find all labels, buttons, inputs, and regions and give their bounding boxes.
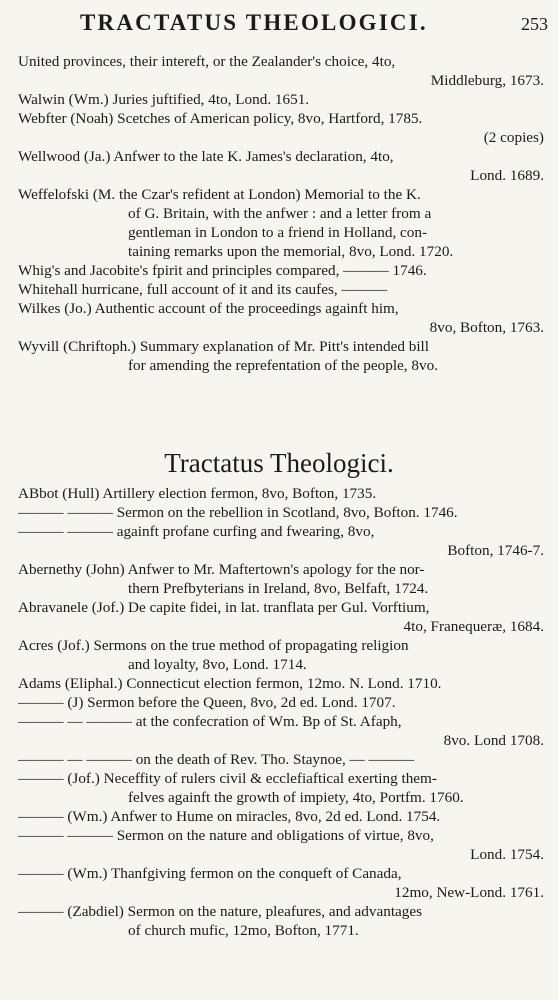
entry-list-tractatus-theologici [0,484,558,940]
entry-list-previous-section [0,52,558,375]
catalog-entry [18,503,552,522]
catalog-entry [18,636,552,674]
catalog-entry-line: (2 copies) [483,129,544,146]
catalog-entry-line: 8vo, Bofton, 1763. [429,319,544,336]
catalog-entry-line: Weffelofski (M. the Czar's refident at London) Memorial to the K. [18,186,421,203]
catalog-entry-line: and loyalty, 8vo, Lond. 1714. [128,656,307,673]
catalog-entry [18,826,552,864]
catalog-entry-line: Bofton, 1746-7. [447,542,544,559]
catalog-entry [18,902,552,940]
catalog-entry [18,560,552,598]
catalog-entry-line: of G. Britain, with the anfwer : and a letter from a [128,205,432,222]
catalog-entry-line: 12mo, New-Lond. 1761. [394,884,544,901]
catalog-entry-line: Lond. 1689. [470,167,544,184]
catalog-entry-line: for amending the reprefentation of the people, 8vo. [128,357,438,374]
catalog-entry [18,807,552,826]
catalog-entry [18,299,552,337]
catalog-entry-line: Acres (Jof.) Sermons on the true method of propagating religion [18,637,409,654]
catalog-entry-line: ——— (J) Sermon before the Queen, 8vo, 2d ed. Lond. 1707. [18,694,396,711]
catalog-entry-line: 4to, Franequeræ, 1684. [403,618,544,635]
running-head [0,8,558,38]
catalog-entry-line: ——— ——— Sermon on the nature and obligations of virtue, 8vo, [18,827,434,844]
running-title: TRACTATUS THEOLOGICI. [80,10,428,35]
catalog-entry-line: Middleburg, 1673. [430,72,544,89]
catalog-entry-line: United provinces, their intereft, or the Zealander's choice, 4to, [18,53,396,70]
catalog-entry-line: felves againft the growth of impiety, 4to, Portfm. 1760. [128,789,464,806]
catalog-entry [18,280,552,299]
catalog-entry-line: ——— — ——— on the death of Rev. Tho. Staynoe, — ——— [18,751,415,768]
page-number: 253 [521,14,548,34]
catalog-entry-line: ——— (Wm.) Anfwer to Hume on miracles, 8vo, 2d ed. Lond. 1754. [18,808,441,825]
catalog-entry-line: Adams (Eliphal.) Connecticut election fermon, 12mo. N. Lond. 1710. [18,675,442,692]
catalog-entry [18,185,552,261]
section-heading: Tractatus Theologici. [164,448,394,478]
catalog-entry [18,522,552,560]
catalog-entry-line: ABbot (Hull) Artillery election fermon, 8vo, Bofton, 1735. [18,485,377,502]
catalog-entry-line: ——— (Zabdiel) Sermon on the nature, pleafures, and advantages [18,903,423,920]
catalog-entry [18,674,552,693]
catalog-entry-line: Wilkes (Jo.) Authentic account of the proceedings againft him, [18,300,399,317]
catalog-entry [18,90,552,109]
catalog-entry [18,147,552,185]
catalog-entry-line: Wyvill (Chriftoph.) Summary explanation of Mr. Pitt's intended bill [18,338,429,355]
catalog-entry [18,484,552,503]
catalog-entry [18,769,552,807]
catalog-entry-line: ——— ——— Sermon on the rebellion in Scotland, 8vo, Bofton. 1746. [18,504,458,521]
catalog-entry [18,598,552,636]
catalog-entry-line: Abernethy (John) Anfwer to Mr. Maftertown's apology for the nor- [18,561,425,578]
catalog-entry-line: Whitehall hurricane, full account of it and its caufes, ——— [18,281,388,298]
catalog-entry-line: Lond. 1754. [470,846,544,863]
catalog-entry [18,712,552,750]
catalog-entry [18,693,552,712]
catalog-entry-line: ——— — ——— at the confecration of Wm. Bp of St. Afaph, [18,713,402,730]
catalog-entry [18,261,552,280]
catalog-entry-line: 8vo. Lond 1708. [443,732,544,749]
catalog-entry-line: ——— (Jof.) Neceffity of rulers civil & ecclefiaftical exerting them- [18,770,437,787]
catalog-entry-line: gentleman in London to a friend in Holland, con- [128,224,428,241]
catalog-entry [18,52,552,90]
catalog-entry [18,337,552,375]
catalog-entry-line: Abravanele (Jof.) De capite fidei, in lat. tranflata per Gul. Vorftium, [18,599,430,616]
catalog-entry-line: Webfter (Noah) Scetches of American policy, 8vo, Hartford, 1785. [18,110,423,127]
catalog-entry-line: Whig's and Jacobite's fpirit and principles compared, ——— 1746. [18,262,427,279]
catalog-entry-line: Walwin (Wm.) Juries juftified, 4to, Lond. 1651. [18,91,310,108]
catalog-entry-line: Wellwood (Ja.) Anfwer to the late K. James's declaration, 4to, [18,148,394,165]
catalog-entry-line: thern Prefbyterians in Ireland, 8vo, Belfaft, 1724. [128,580,429,597]
catalog-entry [18,109,552,147]
catalog-entry-line: taining remarks upon the memorial, 8vo, Lond. 1720. [128,243,454,260]
catalog-entry [18,750,552,769]
catalog-entry-line: ——— ——— againft profane curfing and fwearing, 8vo, [18,523,375,540]
catalog-entry-line: ——— (Wm.) Thanfgiving fermon on the conqueft of Canada, [18,865,402,882]
catalog-entry-line: of church mufic, 12mo, Bofton, 1771. [128,922,359,939]
catalog-entry [18,864,552,902]
